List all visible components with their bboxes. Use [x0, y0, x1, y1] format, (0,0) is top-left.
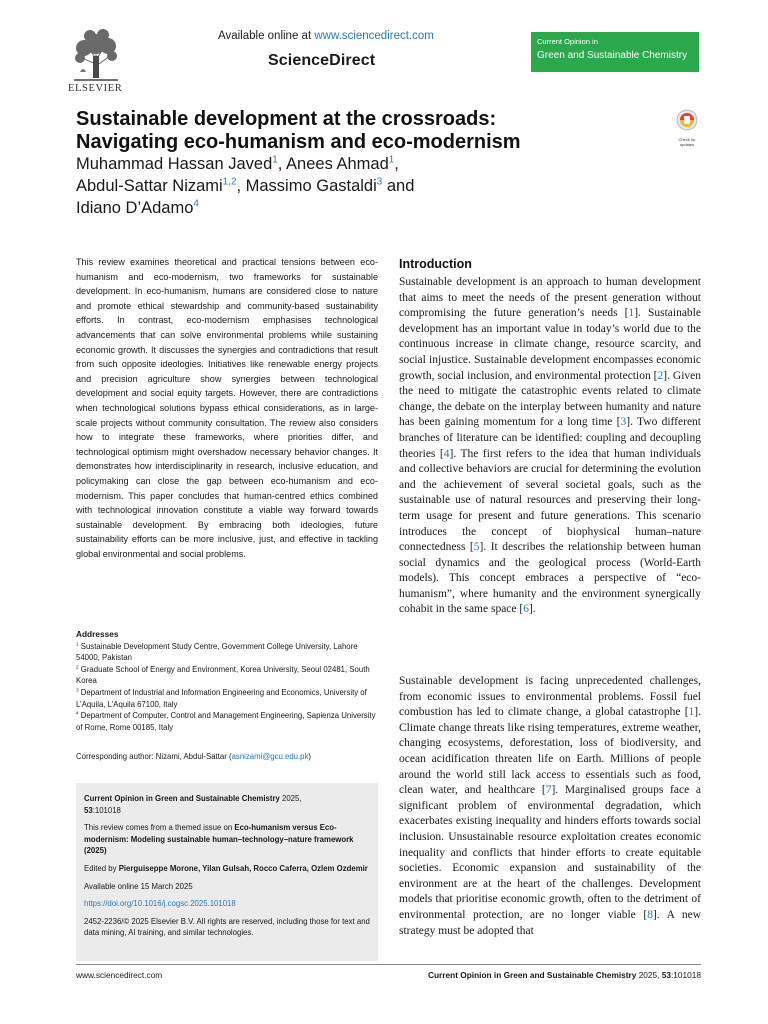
section-heading-introduction: Introduction — [399, 257, 472, 271]
footer-site[interactable]: www.sciencedirect.com — [76, 970, 163, 980]
citation-ref[interactable]: 7 — [545, 784, 552, 797]
editors: Edited by Pierguiseppe Morone, Yilan Gulsah, Rocco Caferra, Ozlem Ozdemir — [84, 863, 368, 873]
article-info-box — [76, 783, 378, 961]
author[interactable]: Massimo Gastaldi$^3$ — [245, 176, 383, 195]
available-date: Available online 15 March 2025 — [84, 881, 193, 891]
citation-ref[interactable]: 5 — [473, 541, 480, 554]
citation-ref[interactable]: 6 — [523, 603, 529, 616]
check-for-updates-badge[interactable] — [674, 108, 700, 147]
themed-issue: This review comes from a themed issue on Eco-humanism versus Eco-modernism: Modeling sustainable human–technology–nature framework (2025) — [84, 823, 354, 856]
intro-paragraph-2: Sustainable development is facing unprecedented challenges, from economic issues to environmental problems. Fossil fuel combustion has led to climate change, a global catastrophe [1]. Climate change threats like rising temperatures, extreme weather, changing ecosystems, deforestation, loss of biodiversity, and ocean acidification threaten life on Earth. Millions of people around the world still lack access to essentials such as food, clean water, and healthcare [7]. Marginalised groups face a significant problem of environmental degradation, which exacerbates existing inequality and hinders efforts towards social inclusion. Unsustainable resource exploitation creates economic inequality and conflicts that hinder efforts to create equitable societies. Economic expansion and sustainability of the environment are at the heart of the challenges. Development models that prioritise economic growth, often to the detriment of environmental protection, are no longer viable [8]. A new strategy must be adopted that — [399, 675, 701, 937]
sciencedirect-link[interactable]: www.sciencedirect.com — [314, 30, 434, 42]
citation-ref[interactable]: 1 — [688, 706, 695, 719]
check-updates-label: Check for updates — [678, 137, 696, 147]
elsevier-logo — [70, 24, 122, 96]
citation-ref[interactable]: 2 — [657, 369, 664, 382]
addresses-heading: Addresses — [76, 629, 119, 639]
doi-link[interactable]: https://doi.org/10.1016/j.cogsc.2025.101018 — [84, 899, 236, 909]
citation: Current Opinion in Green and Sustainable Chemistry 2025, 53:101018 — [84, 794, 302, 815]
author[interactable]: Abdul-Sattar Nizami$^{1,2}$ — [76, 176, 237, 195]
check-updates-icon — [674, 108, 700, 132]
journal-kicker: Current Opinion in — [537, 37, 598, 46]
citation-ref[interactable]: 8 — [647, 908, 653, 921]
sciencedirect-brand: ScienceDirect — [268, 52, 376, 69]
available-online: Available online at www.sciencedirect.com — [218, 30, 434, 42]
citation-ref[interactable]: 3 — [620, 416, 627, 429]
copyright: 2452-2236/© 2025 Elsevier B.V. All rights are reserved, including those for text and data mining, AI training, and similar technologies. — [84, 916, 370, 938]
abstract: This review examines theoretical and practical tensions between eco-humanism and eco-modernism, two frameworks for sustainable development. In eco-humanism, humans are considered close to nature and promote ethical stewardship and community-based sustainability efforts. In contrast, eco-modernism emphasises technological advancements that can solve environmental problems while sustaining economic growth. It discusses the synergies and contradictions that result from such opposite ideologies. Initiatives like renewable energy projects and precision agriculture show synergies between technological development and social equity targets. However, there are contradictions when technological solutions bypass ethical considerations, as in large-scale projects without community consultation. The review also considers how to integrate these frameworks, where priorities differ, and technological optimism might overshadow necessary behavior changes. It demonstrates how interdisciplinarity in research, inclusive education, and policymaking can close the gap between eco-humanism and eco-modernism. This paper concludes that human-centred ethics combined with technological innovation constitute a viable way forward towards sustainable development. By embracing both ideologies, future sustainability efforts can be more inclusive, just, and effective in tackling global environmental and social problems. — [76, 257, 378, 559]
footer-citation: Current Opinion in Green and Sustainable Chemistry 2025, 53:101018 — [428, 970, 701, 980]
address-item: $^1$ Sustainable Development Study Centre, Government College University, Lahore 54000, Pakistan — [76, 641, 358, 663]
elsevier-wordmark: ELSEVIER — [68, 83, 123, 94]
author[interactable]: Muhammad Hassan Javed$^1$ — [76, 154, 278, 173]
corresponding-email-link[interactable]: asnizami@gcu.edu.pk — [231, 752, 309, 761]
citation-ref[interactable]: 4 — [443, 447, 450, 460]
footer-divider — [76, 964, 701, 965]
author[interactable]: Anees Ahmad$^1$ — [286, 154, 395, 173]
corresponding-author: Corresponding author: Nizami, Abdul-Sattar (asnizami@gcu.edu.pk) — [76, 752, 312, 761]
journal-name: Green and Sustainable Chemistry — [537, 50, 688, 61]
intro-paragraph-1: Sustainable development is an approach to human development that aims to meet the needs of the present generation without compromising the future generation’s needs [1]. Sustainable development has an important value in today’s world due to the continuous increase in climate change, resource scarcity, and social injustice. Sustainable development encompasses economic growth, social inclusion, and environmental protection [2]. Given the need to mitigate the catastrophic events related to climate change, the debate on the interplay between humanity and nature has been gaining momentum for a long time [3]. Two different branches of literature can be identified: coupling and decoupling theories [4]. The first refers to the idea that human individuals and collective behaviors are crucial for determining the evolution and the achievement of several societal goals, such as the sustainable use of natural resources and preserving their long-term usage for present and future generations. This scenario introduces the concept of biophysical human–nature connectedness [5]. It describes the relationship between human social dynamics and the geological process (World-Earth models). This concept embraces a perspective of “eco-humanism”, where humanity and the environment synergically cohabit in the same space [6]. — [399, 276, 702, 616]
addresses — [76, 629, 378, 733]
address-item: $^3$ Department of Industrial and Information Engineering and Economics, University of L’Aquila, L’Aquila 67100, Italy — [76, 687, 367, 709]
article-title: Sustainable development at the crossroads: Navigating eco-humanism and eco-modernism — [76, 108, 521, 153]
address-item: $^2$ Graduate School of Energy and Environment, Korea University, Seoul 02481, South Korea — [76, 664, 370, 686]
journal-banner[interactable] — [531, 32, 699, 72]
citation-ref[interactable]: 1 — [628, 307, 635, 320]
author[interactable]: Idiano D’Adamo$^4$ — [76, 198, 199, 217]
author-list: Muhammad Hassan Javed$^1$, Anees Ahmad$^1$, Abdul-Sattar Nizami$^{1,2}$, Massimo Gastaldi$^3$ and Idiano D’Adamo$^4$ — [76, 154, 415, 217]
address-item: $^4$ Department of Computer, Control and Management Engineering, Sapienza University of Rome, Rome 00185, Italy — [76, 710, 376, 732]
